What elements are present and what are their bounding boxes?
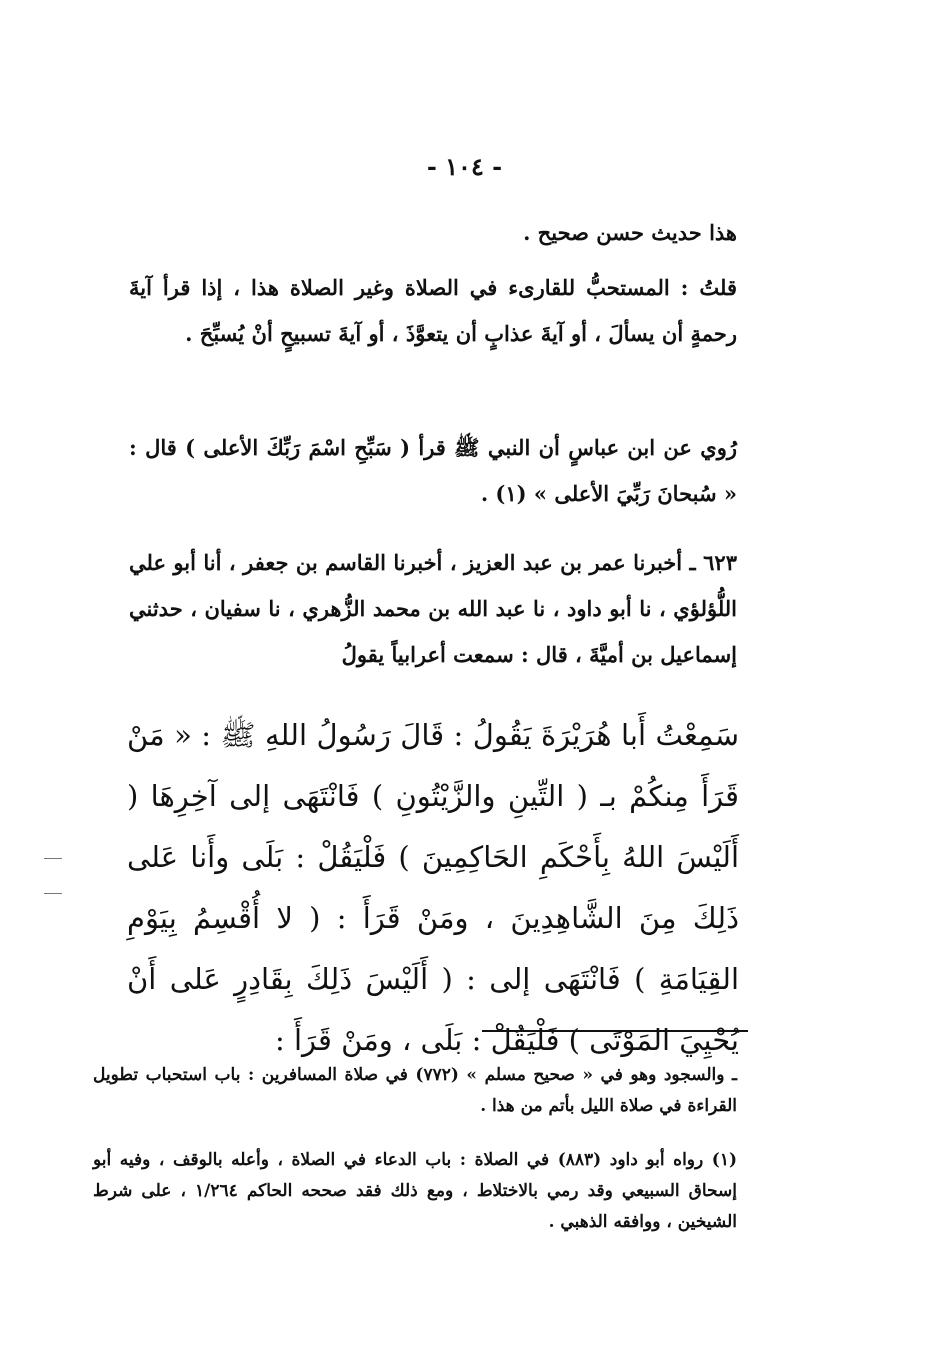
scan-edge-mark <box>44 893 62 894</box>
scan-edge-mark <box>44 858 62 859</box>
paragraph-ibn-abbas: رُوي عن ابن عباسٍ أن النبي ﷺ قرأ ( سَبِّحِ اسْمَ رَبِّكَ الأعلى ) قال : « سُبحانَ رَبِّيَ الأعلى » (١) . <box>129 435 737 506</box>
page-number: - ١٠٤ - <box>426 152 503 181</box>
hadith-quote: سَمِعْتُ أَبا هُرَيْرَةَ يَقُولُ : قَالَ رَسُولُ اللهِ ﷺ : « مَنْ قَرَأَ مِنكُمْ بـ ( التِّينِ والزَّيْتُونِ ) فَانْتَهَى إلى آخِرِهَا ( أَلَيْسَ اللهُ بِأَحْكَمِ الحَاكِمِينَ ) فَلْيَقُلْ : بَلَى وأَنا عَلى ذَلِكَ مِنَ الشَّاهِدِينَ ، ومَنْ قَرَأَ : ( لا أُقْسِمُ بِيَوْمِ القِيَامَةِ ) فَانْتَهَى إلى : ( أَلَيْسَ ذَلِكَ بِقَادِرٍ عَلى أَنْ يُحْيِيَ المَوْتَى ) فَلْيَقُلْ : بَلَى ، ومَنْ قَرَأَ : <box>127 718 739 1057</box>
footnote-1: (١) رواه أبو داود (٨٨٣) في الصلاة : باب الدعاء في الصلاة ، وأعله بالوقف ، وفيه أبو إسحاق السبيعي وقد رمي بالاختلاط ، ومع ذلك فقد صححه الحاكم ١/٢٦٤ ، على شرط الشيخين ، ووافقه الذهبي . <box>93 1150 737 1232</box>
paragraph-isnad: ٦٢٣ ـ أخبرنا عمر بن عبد العزيز ، أخبرنا القاسم بن جعفر ، أنا أبو علي اللُّؤلؤي ، نا أبو داود ، نا عبد الله بن محمد الزُّهري ، نا سفيان ، حدثني إسماعيل بن أميَّةَ ، قال : سمعت أعرابياً يقولُ <box>129 550 737 667</box>
footnote-continued: ـ والسجود وهو في « صحيح مسلم » (٧٧٢) في صلاة المسافرين : باب استحباب تطويل القراءة في صلاة الليل بأتم من هذا . <box>93 1065 737 1116</box>
paragraph-author-note: قلتُ : المستحبُّ للقارىء في الصلاة وغير الصلاة هذا ، إذا قرأ آيةَ رحمةٍ أن يسألَ ، أو آيةَ عذابٍ أن يتعوَّذَ ، أو آيةَ تسبيحٍ أنْ يُسبِّحَ . <box>129 275 737 346</box>
paragraph-hadith-grade: هذا حديث حسن صحيح . <box>523 220 737 245</box>
footnote-divider <box>482 1030 748 1032</box>
